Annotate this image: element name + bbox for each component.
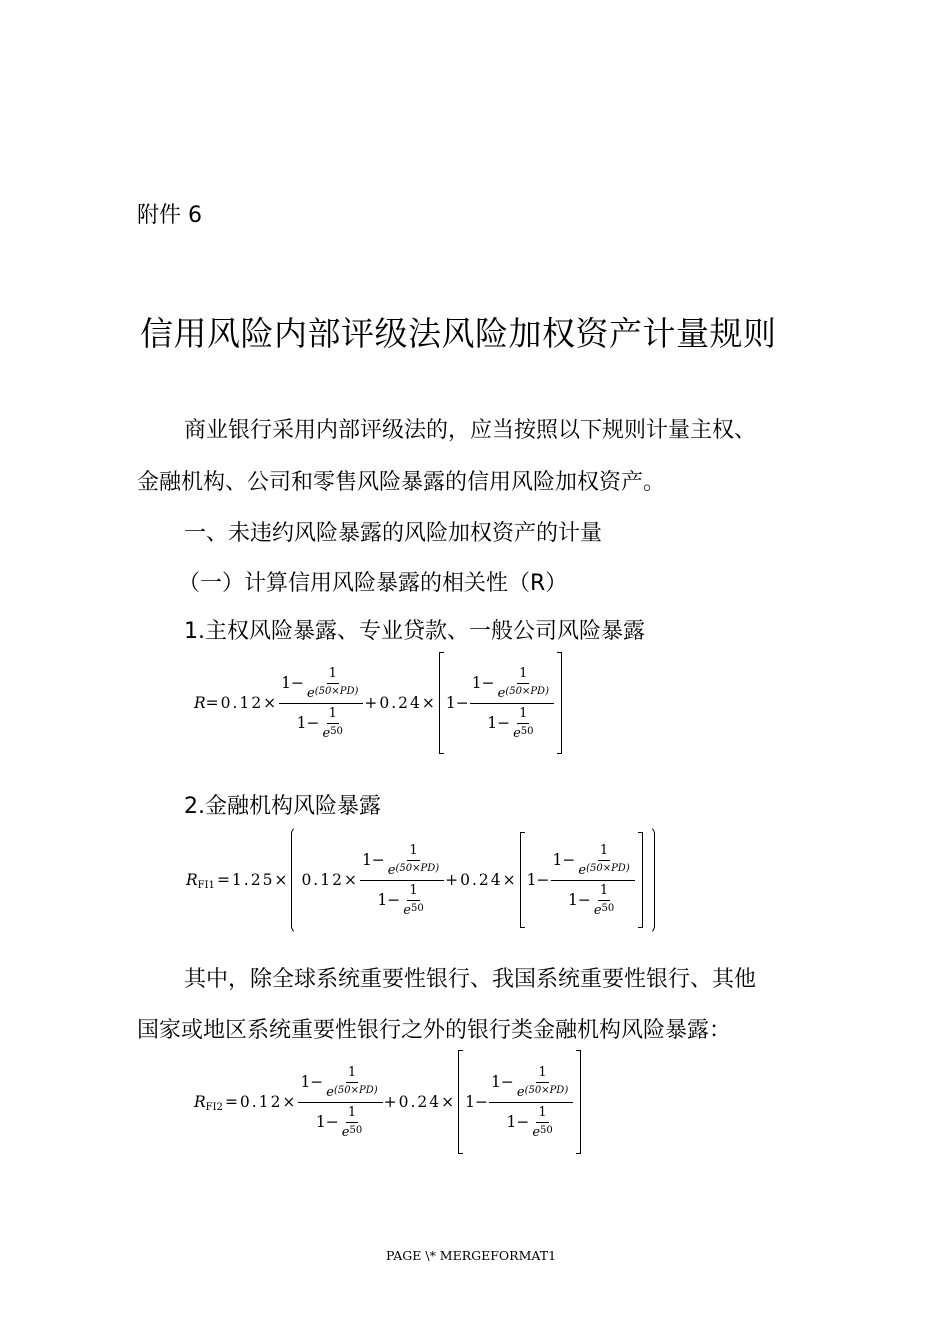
- fraction: 1− 1 e (50×PD) 1− 1 e 50: [551, 843, 635, 918]
- formula-coef: 0.12×: [220, 694, 279, 712]
- note-paragraph-line-2: 国家或地区系统重要性银行之外的银行类金融机构风险暴露：: [137, 1018, 732, 1043]
- formula-r-fi2: R FI2 =0.12× 1− 1 e (50×PD) 1− 1 e 50 +0.24× 1− 1− 1 e (50×PD) 1− 1 e 50: [194, 1050, 583, 1154]
- fraction: 1− 1 e (50×PD) 1− 1 e 50: [470, 666, 554, 741]
- subsection-heading-1: （一）计算信用风险暴露的相关性（R）: [178, 571, 568, 596]
- page-footer: PAGE \* MERGEFORMAT1: [386, 1248, 557, 1263]
- left-bracket: [439, 652, 444, 754]
- intro-paragraph-line-1: 商业银行采用内部评级法的，应当按照以下规则计量主权、: [184, 418, 757, 443]
- section-heading-1: 一、未违约风险暴露的风险加权资产的计量: [184, 521, 603, 546]
- item-heading-2: 2.金融机构风险暴露: [184, 794, 381, 819]
- formula-r: R = 0.12× 1− 1 e (50×PD) 1− 1 e 50 +0.24× 1− 1− 1 e (50×PD) 1− 1 e 50: [194, 652, 564, 754]
- right-paren: [647, 826, 655, 934]
- intro-paragraph-line-2: 金融机构、公司和零售风险暴露的信用风险加权资产。: [137, 470, 666, 495]
- left-bracket: [520, 832, 525, 928]
- formula-r-fi1: R FI1 =1.25× 0.12× 1− 1 e (50×PD) 1− 1 e 50 +0.24× 1− 1− 1 e (50×PD) 1− 1 e 50: [186, 826, 657, 934]
- right-bracket: [557, 652, 562, 754]
- left-paren: [291, 826, 299, 934]
- formula-coef: +0.24×: [364, 694, 437, 712]
- note-paragraph-line-1: 其中，除全球系统重要性银行、我国系统重要性银行、其他: [184, 967, 757, 992]
- fraction: 1− 1 e (50×PD) 1− 1 e 50: [489, 1065, 573, 1140]
- fraction: 1− 1 e (50×PD) 1− 1 e 50: [279, 666, 363, 741]
- right-bracket: [638, 832, 643, 928]
- item-heading-1: 1.主权风险暴露、专业贷款、一般公司风险暴露: [184, 619, 645, 644]
- left-bracket: [458, 1050, 463, 1154]
- fraction: 1− 1 e (50×PD) 1− 1 e 50: [298, 1065, 382, 1140]
- fraction: 1− 1 e (50×PD) 1− 1 e 50: [360, 843, 444, 918]
- document-title: 信用风险内部评级法风险加权资产计量规则: [140, 314, 777, 353]
- formula-lhs: R: [194, 694, 206, 712]
- right-bracket: [576, 1050, 581, 1154]
- annex-label: 附件 6: [137, 203, 202, 228]
